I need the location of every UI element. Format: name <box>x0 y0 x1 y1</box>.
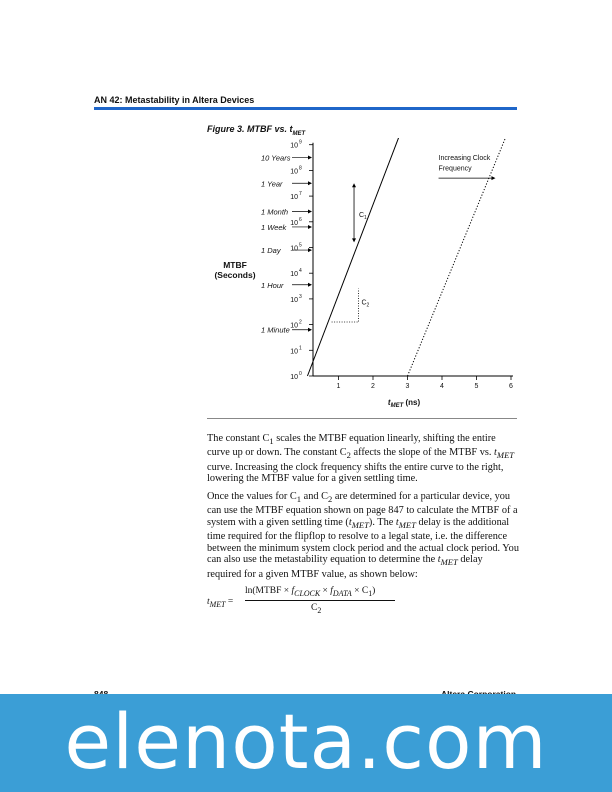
equation-denominator <box>311 603 321 615</box>
p1-sub-c2: 2 <box>346 450 351 461</box>
eq-equals: = <box>225 597 234 607</box>
eq-f-clock-sub: CLOCK <box>294 588 321 598</box>
time-marker-label: 1 Minute <box>261 325 290 335</box>
tmet-equation <box>207 586 407 618</box>
y-tick-exponent: 1 <box>299 345 302 352</box>
y-tick-exponent: 5 <box>299 242 302 249</box>
p1-text-b: scales the MTBF equation linearly, shifting the entire curve up or down. The constant C <box>207 433 496 459</box>
figure-rule <box>207 418 517 419</box>
time-marker-arrowhead <box>308 156 312 160</box>
y-tick-exponent: 4 <box>299 268 302 275</box>
eq-f-clock: f <box>291 586 295 596</box>
series-line-base <box>307 138 398 376</box>
y-tick-label: 10 <box>290 168 298 176</box>
time-marker-label: 1 Month <box>261 207 289 217</box>
p1-text-a: The constant C <box>207 433 270 444</box>
clock-label-line2: Frequency <box>438 165 472 173</box>
c1-label: C <box>359 212 365 220</box>
c2-label-sub: 2 <box>366 302 370 309</box>
time-marker-label: 1 Day <box>261 246 281 256</box>
time-marker-label: 1 Hour <box>261 280 284 290</box>
p2-text-b: and C <box>301 491 328 502</box>
y-tick-exponent: 6 <box>299 216 302 223</box>
figure-title-main: Figure 3. MTBF vs. t <box>207 124 293 134</box>
p1-text-d: curve. Increasing the clock frequency shifts the entire curve to the right, lowering the MTBF value for a given settling time. <box>207 461 504 485</box>
paragraph-2 <box>207 491 519 580</box>
c1-label-sub: 1 <box>364 215 367 222</box>
equation-numerator <box>245 586 375 598</box>
p2-tmet-2-sub: MET <box>398 519 416 530</box>
eq-times: × <box>320 586 331 596</box>
c1-arrowhead-up <box>352 183 356 187</box>
p1-tmet-sub: MET <box>496 450 515 461</box>
running-header: AN 42: Metastability in Altera Devices <box>94 95 255 105</box>
p2-tmet-3: t <box>437 554 441 566</box>
eq-f-data: f <box>330 586 333 596</box>
time-marker-arrowhead <box>308 283 312 287</box>
x-tick-label: 5 <box>474 383 479 390</box>
p2-text-d: ). The <box>368 516 396 528</box>
x-axis-title: $t_{MET}$ (ns) <box>387 398 421 409</box>
y-tick-label: 10 <box>290 348 298 356</box>
x-tick-label: 6 <box>509 383 513 390</box>
x-tick-label: 1 <box>336 383 341 390</box>
clock-label-line1: Increasing Clock <box>438 155 491 163</box>
clock-arrowhead <box>491 176 495 180</box>
eq-den: C <box>311 603 318 613</box>
eq-f-data-sub: DATA <box>332 588 352 598</box>
y-tick-exponent: 7 <box>299 191 302 198</box>
c1-arrowhead-down <box>352 238 356 242</box>
eq-lhs-t: t <box>207 597 210 607</box>
y-tick-exponent: 0 <box>299 371 302 377</box>
p2-text-e: delay is the additional time required for the flipflop to resolve to a legal state, i.e. the difference between the minimum system clock period and the actual clock period. You can also use the metastability equation to determine the <box>207 516 519 566</box>
y-axis-label-line2: (Seconds) <box>214 270 256 280</box>
time-marker-arrowhead <box>308 328 312 332</box>
x-tick-label: 2 <box>371 383 375 390</box>
y-tick-label: 10 <box>290 271 298 279</box>
y-tick-label: 10 <box>290 219 298 227</box>
time-marker-arrowhead <box>308 210 312 214</box>
paragraph-1 <box>207 433 519 485</box>
y-tick-label: 10 <box>290 142 298 150</box>
time-marker-arrowhead <box>308 248 312 252</box>
y-tick-exponent: 3 <box>299 293 302 300</box>
y-tick-exponent: 8 <box>299 165 302 172</box>
equation-fraction-bar <box>245 600 395 601</box>
x-tick-label: 3 <box>405 383 410 390</box>
time-marker-label: 1 Week <box>261 222 287 232</box>
p2-sub-c1: 1 <box>296 494 302 505</box>
p2-tmet-3-sub: MET <box>440 557 458 568</box>
figure-title-sub: MET <box>292 130 306 137</box>
p1-sub-c1: 1 <box>269 436 274 447</box>
y-tick-exponent: 9 <box>299 139 302 146</box>
y-tick-label: 10 <box>290 322 298 330</box>
y-tick-label: 10 <box>290 245 298 253</box>
p2-tmet-1: t <box>348 516 352 528</box>
eq-num-b: × C <box>351 586 369 596</box>
p2-sub-c2: 2 <box>327 494 333 505</box>
time-marker-label: 1 Year <box>261 179 283 189</box>
c2-slope-triangle <box>332 289 359 322</box>
eq-den-sub: 2 <box>317 605 322 615</box>
p1-text-c: affects the slope of the MTBF vs. <box>350 447 495 459</box>
eq-lhs-sub: MET <box>209 599 226 609</box>
series-line-higher-clock <box>408 138 506 376</box>
p2-text-f: delay required for a given MTBF value, as shown below: <box>207 554 483 580</box>
p2-tmet-2: t <box>395 516 399 528</box>
p2-text-c: are determined for a particular device, you can use the MTBF equation shown on page 847 to calculate the MTBF of a system with a given settling time ( <box>207 491 518 528</box>
eq-num-c: ) <box>372 586 376 596</box>
p2-text-a: Once the values for C <box>207 491 297 502</box>
equation-lhs <box>207 597 233 609</box>
p1-tmet: t <box>494 447 497 459</box>
time-marker-arrowhead <box>308 181 312 185</box>
p2-tmet-1-sub: MET <box>351 519 369 530</box>
mtbf-chart <box>200 138 530 418</box>
y-tick-exponent: 2 <box>299 319 302 326</box>
y-tick-label: 10 <box>290 296 298 304</box>
time-marker-arrowhead <box>308 225 312 229</box>
figure-title <box>207 124 305 137</box>
watermark-banner: elenota.com <box>0 694 612 792</box>
y-tick-label: 10 <box>290 194 298 202</box>
eq-num-a: ln(MTBF × <box>245 586 292 596</box>
header-rule <box>94 107 517 110</box>
y-tick-label: 10 <box>290 374 298 381</box>
eq-num-b-sub: 1 <box>368 588 373 598</box>
c2-label: C <box>361 299 367 307</box>
time-marker-label: 10 Years <box>261 153 291 163</box>
y-axis-label-line1: MTBF <box>223 260 247 270</box>
x-tick-label: 4 <box>440 383 444 390</box>
